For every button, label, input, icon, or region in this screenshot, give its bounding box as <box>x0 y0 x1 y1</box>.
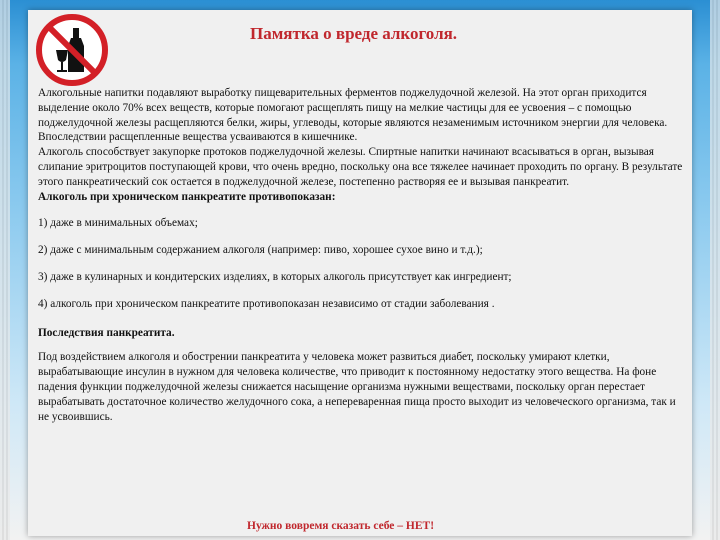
left-border-decoration <box>0 0 10 540</box>
page-title: Памятка о вреде алкоголя. <box>250 24 458 43</box>
closing-slogan: Нужно вовремя сказать себе – НЕТ! <box>247 520 435 532</box>
list-item: 2) даже с минимальным содержанием алкоголя (например: пиво, хорошее сухое вино и т.д.); <box>38 244 483 257</box>
no-alcohol-icon <box>36 14 108 86</box>
subheading-consequences: Последствия панкреатита. <box>38 326 175 339</box>
memo-content <box>38 86 684 424</box>
right-border-decoration <box>710 0 720 540</box>
paragraph-consequences: Под воздействием алкоголя и обострении панкреатита у человека может развиться диабет, поскольку умирают клетки, вырабатывающие инсулин в нужном для человека количестве, что приводит к постоянному недостатку этого вещества. На фоне падения функции поджелудочной железы снижается насыщение организма нужными веществами, поскольку орган перестает вырабатывать достаточное количество желудочного сока, а непереваренная пища просто выходит из человеческого организма, так и не усвоившись. <box>38 351 676 423</box>
paragraph-enzymes: Алкогольные напитки подавляют выработку пищеварительных ферментов поджелудочной железой. На этот орган приходится выделение около 70% всех веществ, которые помогают расщеплять пищу на мелкие частицы для ее усвоения – с помощью поджелудочной железы расщепляются белки, жиры, углеводы, которые являются незаменимым источником энергии для человека. Впоследствии расщепленные вещества усваиваются в кишечнике. <box>38 87 668 144</box>
list-item: 3) даже в кулинарных и кондитерских изделиях, в которых алкоголь присутствует как ингредиент; <box>38 270 512 283</box>
subheading-contraindications: Алкоголь при хроническом панкреатите противопоказан: <box>38 190 336 203</box>
list-item: 1) даже в минимальных объемах; <box>38 217 198 230</box>
paragraph-ducts: Алкоголь способствует закупорке протоков поджелудочной железы. Спиртные напитки начинают всасываться в орган, вызывая слипание эритроцитов поступающей крови, что очень вредно, поскольку она все тяжелее начинает проходить по органу. В результате этого панкреатический сок остается в поджелудочной железе, постепенно растворяя ее и вызывая панкреатит. <box>38 146 683 188</box>
list-item: 4) алкоголь при хроническом панкреатите противопоказан независимо от стадии заболевания . <box>38 297 495 310</box>
